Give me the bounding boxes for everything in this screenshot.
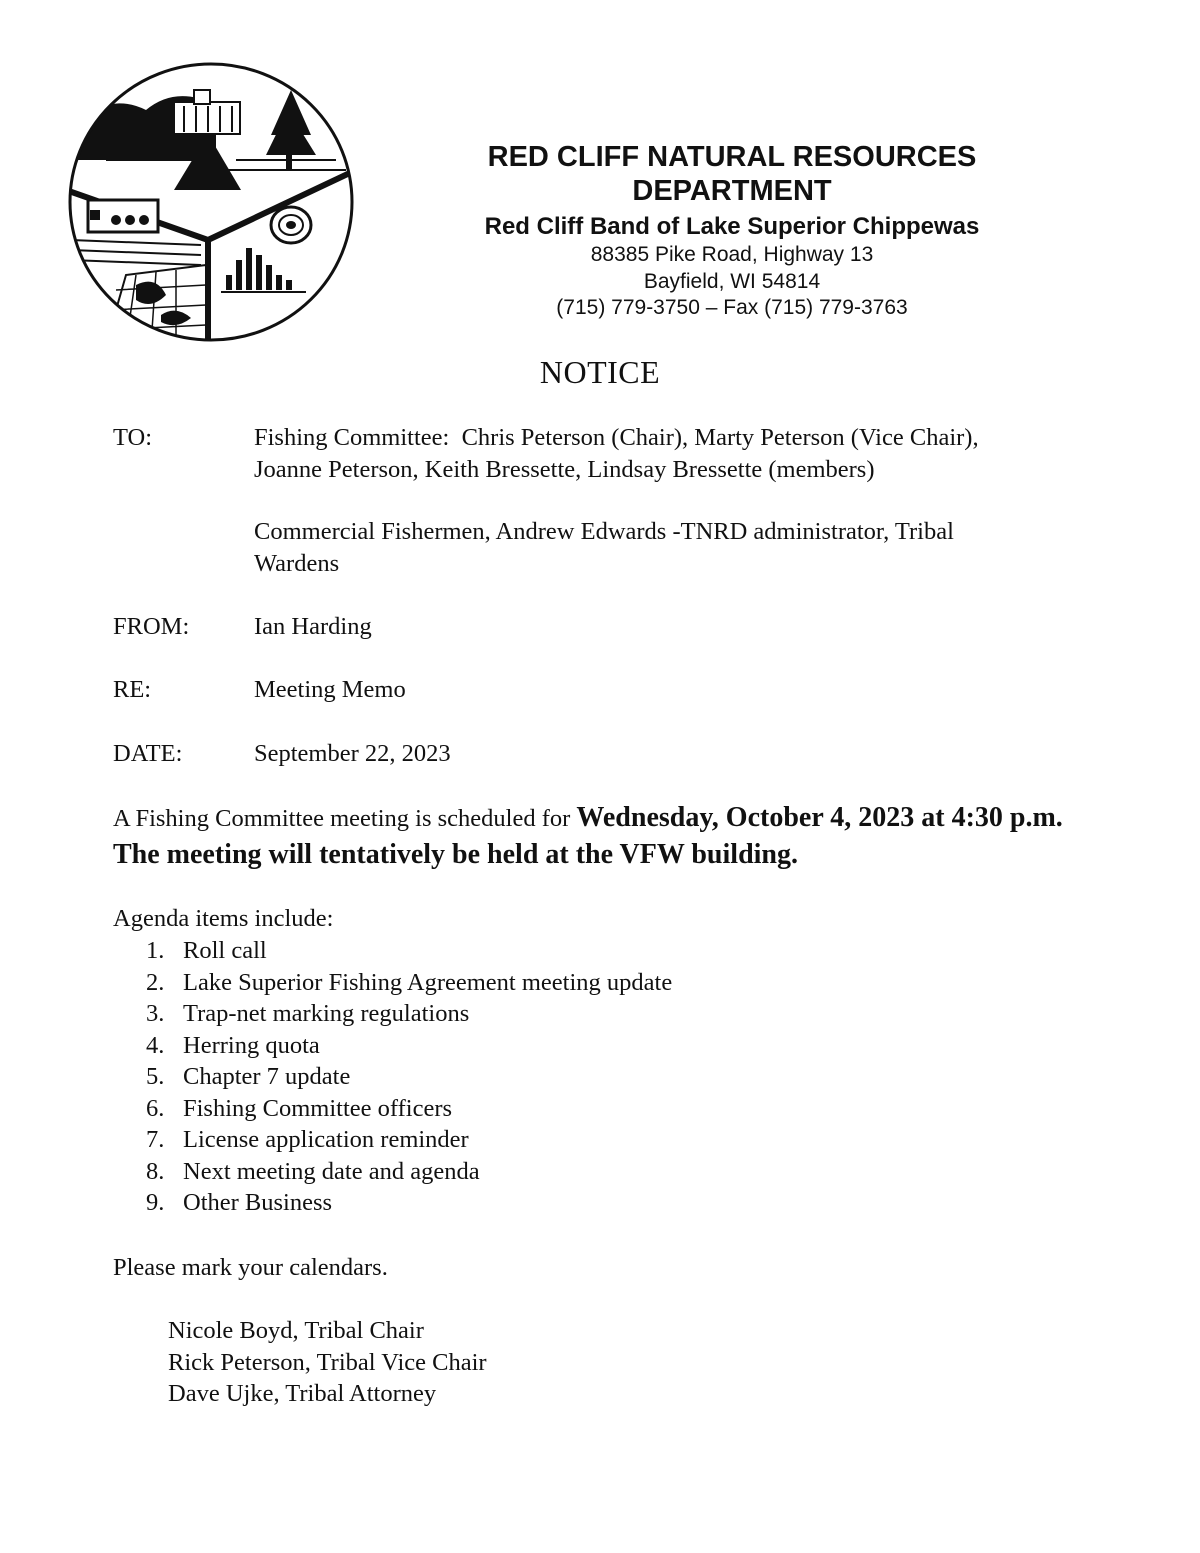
list-item: 5. Chapter 7 update [146, 1063, 351, 1090]
re-value: Meeting Memo [254, 676, 406, 703]
announcement-text: A Fishing Committee meeting is scheduled for [113, 805, 577, 832]
from-value: Ian Harding [254, 613, 372, 640]
to-cc-line1: Commercial Fishermen, Andrew Edwards -TNRD administrator, Tribal [254, 518, 954, 545]
date-value: September 22, 2023 [254, 740, 451, 767]
department-title-line1: RED CLIFF NATURAL RESOURCES [487, 141, 977, 173]
list-item: 8. Next meeting date and agenda [146, 1157, 480, 1185]
meeting-announcement [113, 800, 1077, 874]
signature-block [168, 1315, 487, 1410]
letterhead [430, 140, 1034, 322]
notice-heading: NOTICE [539, 354, 661, 390]
to-line2: Joanne Peterson, Keith Bressette, Lindsay Bressette (members) [254, 455, 875, 483]
to-cc-line2: Wardens [254, 549, 340, 577]
from-label: FROM: [113, 613, 190, 640]
list-item: 3. Trap-net marking regulations [146, 1000, 470, 1027]
list-item: 6. Fishing Committee officers [146, 1094, 453, 1122]
phone-fax: (715) 779-3750 – Fax (715) 779-3763 [556, 296, 908, 319]
address-line1: 88385 Pike Road, Highway 13 [590, 243, 874, 266]
to-label: TO: [113, 424, 153, 451]
department-seal-icon [66, 60, 356, 345]
list-item: 2. Lake Superior Fishing Agreement meeting update [146, 968, 673, 996]
re-label: RE: [113, 676, 152, 703]
announcement-bold: Wednesday, October 4, 2023 at 4:30 p.m. The meeting will tentatively be held at the VFW building. [113, 802, 1077, 870]
agenda-intro: Agenda items include: [113, 905, 334, 932]
band-name: Red Cliff Band of Lake Superior Chippewas [484, 213, 980, 240]
signature-line: Rick Peterson, Tribal Vice Chair [168, 1348, 487, 1376]
to-recipients [254, 422, 1084, 579]
agenda-list [146, 935, 672, 1219]
list-item: 9. Other Business [146, 1189, 333, 1216]
list-item: 4. Herring quota [146, 1031, 320, 1059]
department-title-line2: DEPARTMENT [632, 175, 832, 207]
list-item: 1. Roll call [146, 937, 267, 964]
closing-line: Please mark your calendars. [113, 1254, 388, 1281]
address-line2: Bayfield, WI 54814 [643, 269, 821, 293]
date-label: DATE: [113, 740, 183, 767]
list-item: 7. License application reminder [146, 1126, 469, 1153]
signature-line: Dave Ujke, Tribal Attorney [168, 1380, 437, 1407]
to-line1: Fishing Committee: Chris Peterson (Chair), Marty Peterson (Vice Chair), [254, 424, 979, 451]
signature-line: Nicole Boyd, Tribal Chair [168, 1317, 424, 1344]
